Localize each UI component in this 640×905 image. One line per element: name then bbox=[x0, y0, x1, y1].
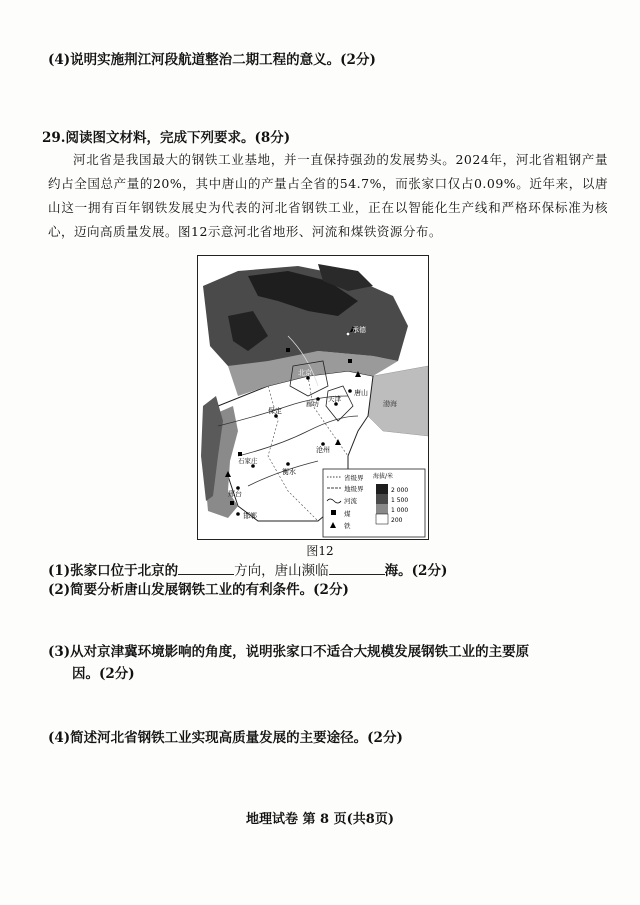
legend-elev-title: 海拔/米 bbox=[373, 473, 394, 480]
map-legend bbox=[323, 469, 425, 537]
question-29-3-line1: (3)从对京津冀环境影响的角度，说明张家口不适合大规模发展钢铁工业的主要原 bbox=[48, 644, 530, 660]
legend-regional: 地级界 bbox=[344, 485, 364, 493]
label-tianjin: 天津 bbox=[328, 395, 341, 403]
legend-level-1000: 1 000 bbox=[391, 507, 409, 514]
legend-level-1500: 1 500 bbox=[391, 497, 409, 504]
question-28-4: (4)说明实施荆江河段航道整治二期工程的意义。(2分) bbox=[48, 52, 376, 68]
coal-symbol bbox=[286, 348, 290, 352]
q1-part-a: (1)张家口位于北京的 bbox=[48, 563, 179, 579]
label-baoding: 保定 bbox=[268, 407, 282, 415]
page-footer: 地理试卷 第 8 页(共8页) bbox=[246, 812, 394, 827]
label-shijiazhuang: 石家庄 bbox=[238, 457, 258, 465]
label-langfang: 廊坊 bbox=[306, 400, 319, 408]
legend-coal: 煤 bbox=[344, 510, 351, 518]
figure-caption: 图12 bbox=[306, 544, 334, 558]
legend-level-2000: 2 000 bbox=[391, 487, 409, 494]
label-chengde: 承德 bbox=[352, 326, 366, 334]
label-hengshui: 衡水 bbox=[282, 468, 296, 476]
answer-blank-direction[interactable] bbox=[178, 560, 234, 575]
label-xingtai: 邢台 bbox=[228, 490, 242, 498]
q1-part-c: 海。(2分) bbox=[384, 563, 448, 579]
coal-symbol bbox=[230, 501, 234, 505]
material-paragraph: 河北省是我国最大的钢铁工业基地，并一直保持强劲的发展势头。2024年，河北省粗钢产量约占全国总产量的20%，其中唐山的产量占全省的54.7%，而张家口仅占0.09%。近年来，以唐山这一拥有百年钢铁发展史为代表的河北省钢铁工业，正在以智能化生产线和严格环保标准为核心，迈向高质量发展。图12示意河北省地形、河流和煤铁资源分布。 bbox=[48, 152, 608, 239]
label-handan: 邯郸 bbox=[243, 512, 257, 520]
legend-provincial: 省级界 bbox=[344, 474, 364, 482]
label-bohai: 渤海 bbox=[383, 400, 397, 408]
legend-iron: 铁 bbox=[344, 522, 351, 530]
coal-symbol bbox=[238, 452, 242, 456]
question-29-1 bbox=[48, 560, 610, 581]
q1-part-b: 方向，唐山濒临 bbox=[234, 563, 329, 579]
question-29-4: (4)简述河北省钢铁工业实现高质量发展的主要途径。(2分) bbox=[48, 730, 403, 746]
question-29-3-line2: 因。(2分) bbox=[72, 666, 135, 682]
bohai-sea bbox=[368, 366, 428, 436]
label-tangshan: 唐山 bbox=[354, 389, 368, 397]
legend-river: 河流 bbox=[344, 497, 357, 505]
coal-symbol bbox=[348, 359, 352, 363]
hebei-map bbox=[197, 255, 429, 540]
legend-level-200: 200 bbox=[391, 517, 403, 524]
label-cangzhou: 沧州 bbox=[316, 446, 330, 454]
answer-blank-sea[interactable] bbox=[329, 560, 385, 575]
hebei-map-svg bbox=[198, 256, 428, 539]
question-29-2: (2)简要分析唐山发展钢铁工业的有利条件。(2分) bbox=[48, 582, 349, 598]
question-29-heading: 29.阅读图文材料，完成下列要求。(8分) bbox=[42, 130, 291, 146]
label-beijing: 北京 bbox=[298, 369, 312, 377]
